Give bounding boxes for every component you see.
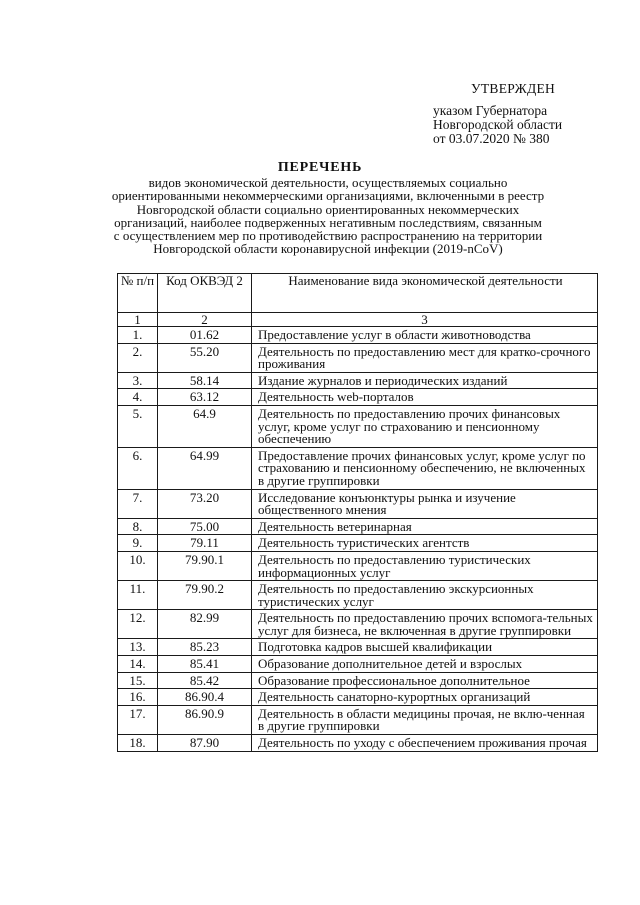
table-row: [118, 372, 598, 389]
subtitle-line: Новгородской области социально ориентированных некоммерческих: [136, 201, 520, 217]
row-activity-name: Издание журналов и периодических изданий: [252, 372, 598, 389]
row-number: 12.: [118, 610, 158, 639]
column-index: 3: [252, 313, 598, 327]
row-activity-name: Подготовка кадров высшей квалификации: [252, 639, 598, 656]
header-code: Код ОКВЭД 2: [158, 274, 252, 313]
subtitle-line: организаций, наиболее подверженных негативным последствиям, связанным: [114, 214, 542, 230]
table-row: [118, 581, 598, 610]
row-number: 11.: [118, 581, 158, 610]
column-index: 1: [118, 313, 158, 327]
row-code: 85.42: [158, 672, 252, 689]
row-number: 7.: [118, 489, 158, 518]
row-number: 5.: [118, 405, 158, 447]
subtitle-line: с осуществлением мер по противодействию распространению на территории: [113, 228, 543, 244]
row-code: 85.23: [158, 639, 252, 656]
header-number: № п/п: [118, 274, 158, 313]
row-code: 82.99: [158, 610, 252, 639]
row-code: 87.90: [158, 735, 252, 752]
row-number: 9.: [118, 535, 158, 552]
row-code: 79.90.2: [158, 581, 252, 610]
row-number: 2.: [118, 343, 158, 372]
document-title: ПЕРЕЧЕНЬ: [277, 160, 363, 175]
row-activity-name: Предоставление услуг в области животноводства: [252, 327, 598, 344]
table-row: [118, 535, 598, 552]
row-activity-name: Деятельность ветеринарная: [252, 518, 598, 535]
row-code: 64.9: [158, 405, 252, 447]
table-row: [118, 343, 598, 372]
row-number: 10.: [118, 551, 158, 580]
table-row: [118, 405, 598, 447]
row-activity-name: Деятельность по предоставлению экскурсионных туристических услуг: [252, 581, 598, 610]
table-row: [118, 518, 598, 535]
row-activity-name: Деятельность санаторно-курортных организаций: [252, 689, 598, 706]
table-row: [118, 489, 598, 518]
table-row: [118, 689, 598, 706]
row-activity-name: Деятельность по предоставлению прочих финансовых услуг, кроме услуг по страхованию и пенсионному обеспечению: [252, 405, 598, 447]
row-activity-name: Деятельность по предоставлению туристических информационных услуг: [252, 551, 598, 580]
table-header-row: [118, 274, 598, 313]
row-activity-name: Деятельность web-порталов: [252, 389, 598, 406]
row-activity-name: Деятельность по уходу с обеспечением проживания прочая: [252, 735, 598, 752]
table-row: [118, 447, 598, 489]
table-row: [118, 735, 598, 752]
row-code: 58.14: [158, 372, 252, 389]
row-activity-name: Предоставление прочих финансовых услуг, кроме услуг по страхованию и пенсионному обеспечению, не включенных в другие группировки: [252, 447, 598, 489]
row-code: 79.11: [158, 535, 252, 552]
table-row: [118, 639, 598, 656]
row-code: 79.90.1: [158, 551, 252, 580]
row-number: 1.: [118, 327, 158, 344]
table-row: [118, 656, 598, 673]
row-activity-name: Образование дополнительное детей и взрослых: [252, 656, 598, 673]
row-number: 17.: [118, 705, 158, 734]
approval-block: [433, 82, 633, 146]
subtitle-line: Новгородской области коронавирусной инфекции (2019-nCoV): [153, 241, 503, 257]
approval-line-2: Новгородской области: [433, 117, 563, 132]
row-number: 15.: [118, 672, 158, 689]
table-row: [118, 327, 598, 344]
row-code: 75.00: [158, 518, 252, 535]
subtitle-line: ориентированными некоммерческими организациями, включенными в реестр: [111, 188, 545, 204]
row-code: 64.99: [158, 447, 252, 489]
row-code: 73.20: [158, 489, 252, 518]
table-row: [118, 610, 598, 639]
subtitle-line: видов экономической деятельности, осуществляемых социально: [148, 175, 508, 190]
row-activity-name: Деятельность в области медицины прочая, не вклю-ченная в другие группировки: [252, 705, 598, 734]
table-row: [118, 551, 598, 580]
row-code: 63.12: [158, 389, 252, 406]
table-row: [118, 705, 598, 734]
row-number: 16.: [118, 689, 158, 706]
row-activity-name: Образование профессиональное дополнительное: [252, 672, 598, 689]
row-number: 13.: [118, 639, 158, 656]
table-row: [118, 389, 598, 406]
row-code: 86.90.9: [158, 705, 252, 734]
row-activity-name: Деятельность по предоставлению прочих вспомога-тельных услуг для бизнеса, не включенная в другие группировки: [252, 610, 598, 639]
row-code: 55.20: [158, 343, 252, 372]
row-code: 86.90.4: [158, 689, 252, 706]
row-code: 01.62: [158, 327, 252, 344]
row-number: 14.: [118, 656, 158, 673]
row-activity-name: Деятельность туристических агентств: [252, 535, 598, 552]
row-number: 6.: [118, 447, 158, 489]
activities-table: [117, 273, 598, 752]
row-activity-name: Исследование конъюнктуры рынка и изучение общественного мнения: [252, 489, 598, 518]
table-row: [118, 672, 598, 689]
approval-line-1: указом Губернатора: [433, 103, 548, 118]
row-activity-name: Деятельность по предоставлению мест для кратко-срочного проживания: [252, 343, 598, 372]
row-code: 85.41: [158, 656, 252, 673]
row-number: 3.: [118, 372, 158, 389]
document-subtitle: [108, 176, 548, 256]
table-body: [118, 327, 598, 752]
column-index: 2: [158, 313, 252, 327]
header-name: Наименование вида экономической деятельности: [252, 274, 598, 313]
column-index-row: [118, 313, 598, 327]
approval-line-3: от 03.07.2020 № 380: [433, 131, 550, 146]
row-number: 4.: [118, 389, 158, 406]
row-number: 8.: [118, 518, 158, 535]
row-number: 18.: [118, 735, 158, 752]
approval-title: УТВЕРЖДЕН: [471, 81, 556, 96]
